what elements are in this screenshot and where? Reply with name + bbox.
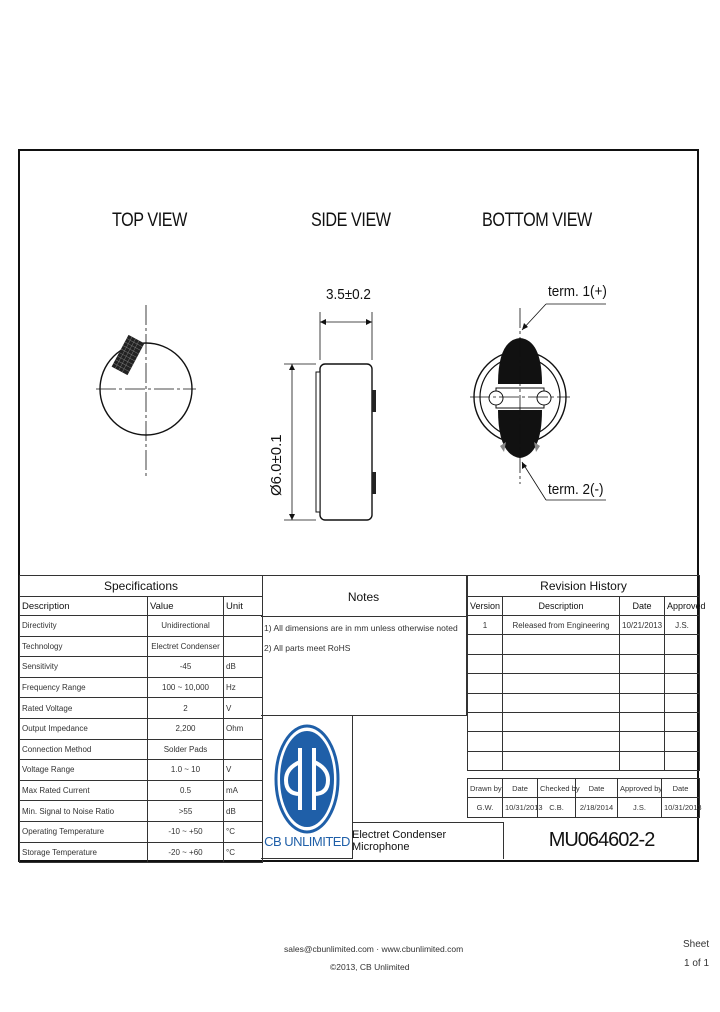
signoff-header: Date — [503, 779, 538, 798]
spec-unit: Hz — [224, 677, 263, 698]
spec-description: Frequency Range — [20, 677, 148, 698]
footer-copyright: ©2013, CB Unlimited — [330, 962, 410, 972]
diameter-dimension: Ø6.0±0.1 — [268, 434, 285, 496]
spec-description: Directivity — [20, 616, 148, 637]
signoff-header: Checked by — [538, 779, 576, 798]
table-row — [468, 654, 700, 673]
spec-value: Solder Pads — [148, 739, 224, 760]
table-row — [468, 712, 700, 731]
notes-title: Notes — [347, 590, 380, 604]
sheet-value: 1 of 1 — [684, 958, 710, 969]
specifications-title: Specifications — [20, 576, 263, 597]
brand-name: CB UNLIMITED — [264, 834, 350, 849]
note-line: 2) All parts meet RoHS — [264, 643, 351, 653]
product-name: Electret Condenser Microphone — [352, 822, 504, 859]
side-view-title: SIDE VIEW — [311, 210, 391, 231]
spec-description: Min. Signal to Noise Ratio — [20, 801, 148, 822]
bottom-view-drawing — [470, 304, 606, 500]
signoff-value: 2/18/2014 — [576, 798, 618, 817]
term1-label: term. 1(+) — [548, 283, 607, 300]
logo-box — [261, 716, 353, 859]
signoff-header: Date — [576, 779, 618, 798]
signoff-header: Approved by — [618, 779, 662, 798]
spec-unit: V — [224, 698, 263, 719]
table-row — [20, 718, 263, 739]
spec-description: Rated Voltage — [20, 698, 148, 719]
revision-table — [467, 575, 706, 771]
spec-description: Connection Method — [20, 739, 148, 760]
spec-description: Voltage Range — [20, 760, 148, 781]
spec-description: Technology — [20, 636, 148, 657]
spec-value: Unidirectional — [148, 616, 224, 637]
signoff-value: 10/31/2013 — [503, 798, 538, 817]
spec-header: Description — [20, 597, 148, 616]
spec-value: 1.0 ~ 10 — [148, 760, 224, 781]
sheet-label: Sheet — [683, 939, 710, 950]
spec-value: -20 ~ +60 — [148, 842, 224, 863]
revision-header: Date — [620, 597, 665, 616]
spec-value: 0.5 — [148, 780, 224, 801]
signoff-value: G.W. — [468, 798, 503, 817]
spec-description: Output Impedance — [20, 718, 148, 739]
spec-unit: dB — [224, 657, 263, 678]
bottom-view-title: BOTTOM VIEW — [482, 210, 592, 231]
spec-description: Operating Temperature — [20, 821, 148, 842]
table-row — [20, 698, 263, 719]
top-view-drawing — [96, 305, 196, 478]
note-line: 1) All dimensions are in mm unless otherwise noted — [264, 623, 458, 633]
spec-value: Electret Condenser — [148, 636, 224, 657]
table-row — [468, 693, 700, 712]
term2-label: term. 2(-) — [548, 481, 604, 498]
spec-unit — [224, 616, 263, 637]
spec-value: 2,200 — [148, 718, 224, 739]
revision-version: 1 — [468, 616, 503, 635]
part-number: MU064602-2 — [548, 829, 655, 851]
spec-unit — [224, 739, 263, 760]
table-row — [468, 732, 700, 751]
table-row — [468, 674, 700, 693]
spec-unit: °C — [224, 842, 263, 863]
mesh-icon — [112, 335, 145, 375]
revision-description: Released from Engineering — [503, 616, 620, 635]
signoff-header: Date — [662, 779, 700, 798]
revision-header: Description — [503, 597, 620, 616]
spec-unit: mA — [224, 780, 263, 801]
table-row — [468, 616, 700, 635]
length-dimension: 3.5±0.2 — [326, 286, 371, 303]
spec-header: Unit — [224, 597, 263, 616]
table-row — [20, 760, 263, 781]
revision-date: 10/21/2013 — [620, 616, 665, 635]
footer-contact[interactable]: sales@cbunlimited.com · www.cbunlimited.com — [284, 944, 464, 954]
signoff-value: C.B. — [538, 798, 576, 817]
table-row — [20, 616, 263, 637]
table-row — [20, 842, 263, 863]
table-row — [20, 801, 263, 822]
spec-value: 100 ~ 10,000 — [148, 677, 224, 698]
spec-header: Value — [148, 597, 224, 616]
revision-header: Approved — [665, 597, 700, 616]
notes-box — [261, 575, 467, 716]
top-view-title: TOP VIEW — [112, 210, 187, 231]
signoff-value: 10/31/2013 — [662, 798, 700, 817]
cb-logo-icon — [274, 722, 340, 836]
spec-unit: °C — [224, 821, 263, 842]
spec-unit: dB — [224, 801, 263, 822]
spec-value: 2 — [148, 698, 224, 719]
table-row — [468, 751, 700, 770]
spec-value: -45 — [148, 657, 224, 678]
signoff-table — [467, 778, 700, 818]
table-row — [468, 635, 700, 654]
spec-description: Sensitivity — [20, 657, 148, 678]
spec-value: -10 ~ +50 — [148, 821, 224, 842]
spec-description: Max Rated Current — [20, 780, 148, 801]
signoff-value: J.S. — [618, 798, 662, 817]
side-view-drawing — [284, 312, 376, 520]
spec-unit — [224, 636, 263, 657]
table-row — [20, 780, 263, 801]
spec-value: >55 — [148, 801, 224, 822]
revision-title: Revision History — [468, 576, 700, 597]
table-row — [20, 821, 263, 842]
revision-approved: J.S. — [665, 616, 700, 635]
table-row — [20, 677, 263, 698]
table-row — [20, 657, 263, 678]
table-row — [20, 739, 263, 760]
table-row — [20, 636, 263, 657]
spec-unit: Ohm — [224, 718, 263, 739]
spec-description: Storage Temperature — [20, 842, 148, 863]
specifications-table — [19, 575, 263, 863]
signoff-header: Drawn by — [468, 779, 503, 798]
spec-unit: V — [224, 760, 263, 781]
revision-header: Version — [468, 597, 503, 616]
